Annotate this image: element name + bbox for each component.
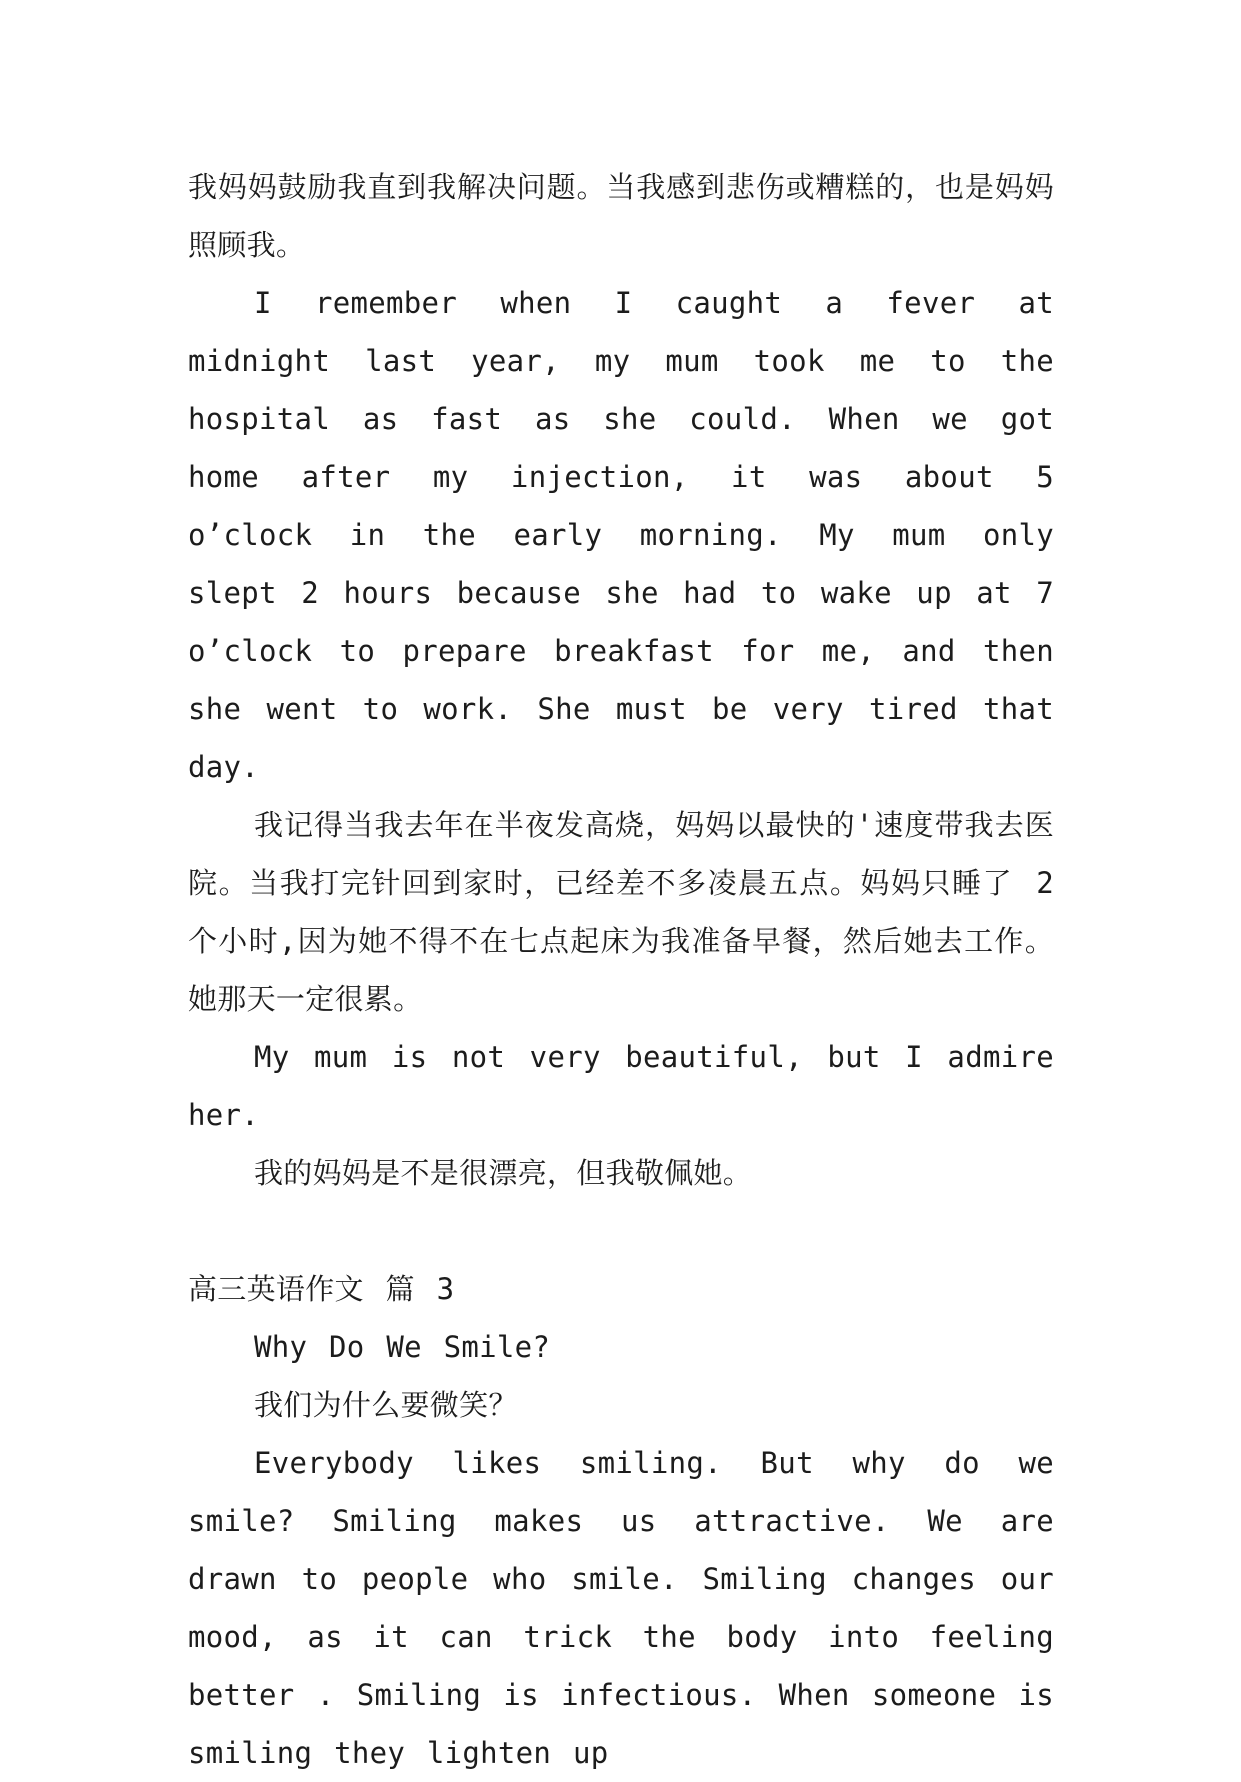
essay-body-en: Everybody likes smiling. But why do we smile? Smiling makes us attractive. We are drawn to people who smile. Smiling changes our mood, as it can trick the body into feeling better . Smiling is infectious. When someone is smiling they lighten up (188, 1446, 1054, 1770)
paragraph-admire-en: My mum is not very beautiful, but I admire her. (188, 1040, 1054, 1132)
essay-title-zh: 我们为什么要微笑？ (254, 1388, 518, 1422)
paragraph-mother-care-zh: 我妈妈鼓励我直到我解决问题。当我感到悲伤或糟糕的，也是妈妈照顾我。 (188, 170, 1054, 262)
document-body (188, 158, 1054, 1782)
paragraph-fever-story-zh: 我记得当我去年在半夜发高烧，妈妈以最快的'速度带我去医院。当我打完针回到家时，已经差不多凌晨五点。妈妈只睡了 2 个小时,因为她不得不在七点起床为我准备早餐，然后她去工作。她那天一定很累。 (188, 808, 1054, 1016)
essay-title-en: Why Do We Smile? (254, 1330, 551, 1364)
paragraph-admire-zh: 我的妈妈是不是很漂亮，但我敬佩她。 (254, 1156, 753, 1190)
paragraph-fever-story-en: I remember when I caught a fever at midnight last year, my mum took me to the hospital as fast as she could. When we got home after my injection, it was about 5 o’clock in the early morning. My mum only slept 2 hours because she had to wake up at 7 o’clock to prepare breakfast for me, and then she went to work. She must be very tired that day. (188, 286, 1054, 784)
section-heading: 高三英语作文 篇 3 (188, 1272, 455, 1306)
